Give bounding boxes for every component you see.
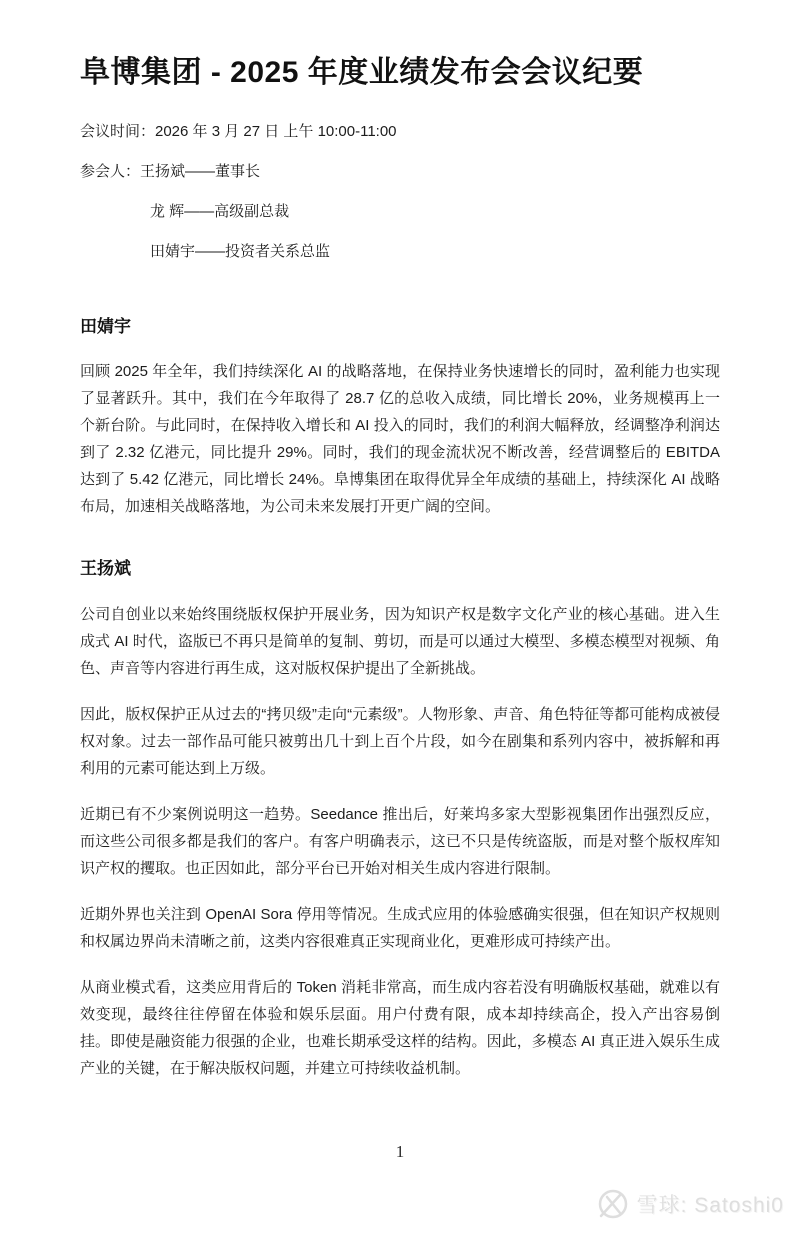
attendee-line	[80, 158, 720, 198]
document-page	[80, 54, 720, 1082]
page-number: 1	[395, 1142, 405, 1161]
paragraph: 因此，版权保护正从过去的“拷贝级”走向“元素级”。人物形象、声音、角色特征等都可能构成被侵权对象。过去一部作品可能只被剪出几十到上百个片段，如今在剧集和系列内容中，被拆解和再利用的元素可能达到上万级。	[80, 705, 720, 777]
paragraph: 回顾 2025 年全年，我们持续深化 AI 的战略落地，在保持业务快速增长的同时，盈利能力也实现了显著跃升。其中，我们在今年取得了 28.7 亿的总收入成绩，同比增长 20%，业务规模再上一个新台阶。与此同时，在保持收入增长和 AI 投入的同时，我们的利润大幅释放，经调整净利润达到了 2.32 亿港元，同比提升 29%。同时，我们的现金流状况不断改善，经营调整后的 EBITDA 达到了 5.42 亿港元，同比增长 24%。阜博集团在取得优异全年成绩的基础上，持续深化 AI 战略布局，加速相关战略落地，为公司未来发展打开更广阔的空间。	[80, 363, 720, 515]
watermark-text: 雪球: Satoshi0	[636, 1194, 784, 1217]
meeting-time: 会议时间：2026 年 3 月 27 日 上午 10:00-11:00	[80, 122, 397, 140]
paragraph: 近期已有不少案例说明这一趋势。Seedance 推出后，好莱坞多家大型影视集团作出强烈反应，而这些公司很多都是我们的客户。有客户明确表示，这已不只是传统盗版，而是对整个版权库知识产权的攫取。也正因如此，部分平台已开始对相关生成内容进行限制。	[80, 805, 720, 877]
attendee-line: 龙 辉——高级副总裁	[150, 202, 290, 220]
speaker-heading-tianjingyu: 田婧宇	[80, 316, 131, 336]
paragraph: 从商业模式看，这类应用背后的 Token 消耗非常高，而生成内容若没有明确版权基础，就难以有效变现，最终往往停留在体验和娱乐层面。用户付费有限，成本却持续高企，投入产出容易倒挂。即使是融资能力很强的企业，也难长期承受这样的结构。因此，多模态 AI 真正进入娱乐生成产业的关键，在于解决版权问题，并建立可持续收益机制。	[80, 978, 720, 1077]
attendee-name-role: 王扬斌——董事长	[140, 162, 261, 180]
attendees-list	[80, 158, 720, 278]
page-title: 阜博集团 - 2025 年度业绩发布会会议纪要	[80, 56, 644, 89]
speaker-heading-wangyangbin: 王扬斌	[80, 559, 131, 578]
xueqiu-logo-icon	[597, 1188, 629, 1220]
watermark	[597, 1188, 784, 1220]
paragraph: 近期外界也关注到 OpenAI Sora 停用等情况。生成式应用的体验感确实很强，但在知识产权规则和权属边界尚未清晰之前，这类内容很难真正实现商业化，更难形成可持续产出。	[80, 905, 720, 950]
paragraph: 公司自创业以来始终围绕版权保护开展业务，因为知识产权是数字文化产业的核心基础。进入生成式 AI 时代，盗版已不再只是简单的复制、剪切，而是可以通过大模型、多模态模型对视频、角色、声音等内容进行再生成，这对版权保护提出了全新挑战。	[80, 605, 720, 677]
attendees-label: 参会人：	[80, 162, 141, 180]
attendee-line: 田婧宇——投资者关系总监	[150, 242, 331, 260]
